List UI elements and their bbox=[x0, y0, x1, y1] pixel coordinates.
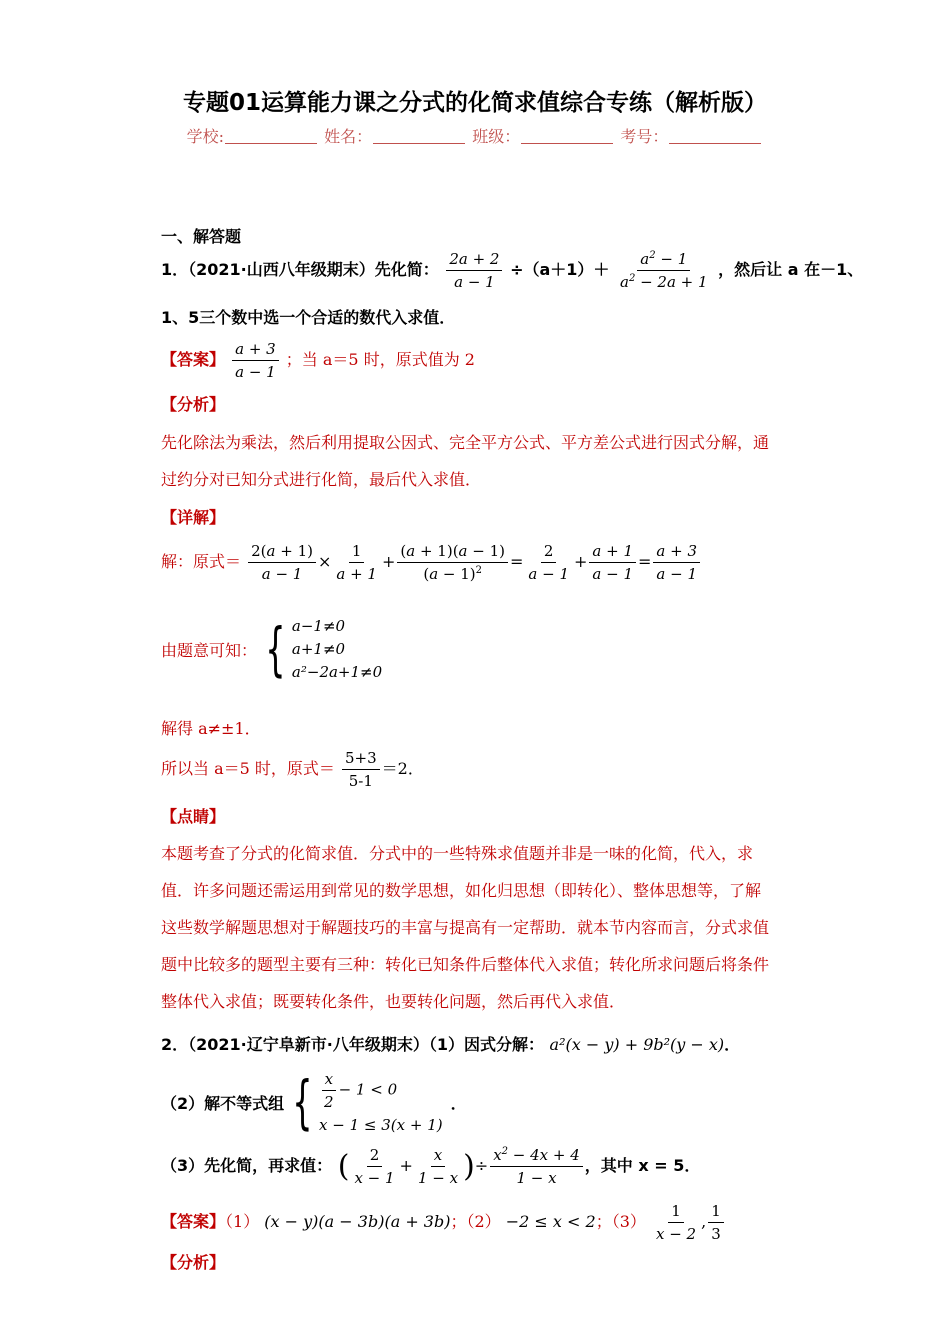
exam-number-label: 考号： bbox=[620, 127, 669, 146]
q2-answer-2-label: ；（2） bbox=[450, 1212, 501, 1231]
q1-answer-fraction: $\frac{a + 3}{a - 1}$ bbox=[232, 340, 279, 381]
q2-stem-line1: 2．（2021·辽宁阜新市·八年级期末）（1）因式分解： a²(x − y) + 9b²(y − x)． bbox=[161, 1035, 741, 1054]
section-title: 一、解答题 bbox=[161, 227, 242, 246]
q1-condition-prefix: 由题意可知： bbox=[161, 640, 258, 660]
q2-answer-3-fraction-1: $\frac{1}{x - 2}$ bbox=[655, 1202, 697, 1243]
q1-substitution-prefix: 所以当 a＝5 时，原式＝ bbox=[161, 759, 335, 778]
q2-number: 2． bbox=[161, 1035, 189, 1054]
q1-step-fraction-5: $\frac{a + 1}{a - 1}$ bbox=[589, 542, 636, 583]
q1-comment-tag: 【点睛】 bbox=[161, 807, 226, 826]
q2-answer: 【答案】（1） (x − y)(a − 3b)(a + 3b)；（2） −2 ≤ x < 2；（3） $\frac{1}{x - 2}$ , $\frac{1}{3}$ bbox=[161, 1202, 726, 1243]
q1-answer bbox=[161, 340, 475, 381]
q2-inequality-fraction: $\frac{x}{2}$ bbox=[321, 1070, 337, 1111]
q1-analysis-line2: 过约分对已知分式进行化简，最后代入求值． bbox=[161, 470, 482, 489]
q1-comment-line5: 整体代入求值；既要转化条件，也要转化问题，然后再代入求值． bbox=[161, 992, 626, 1011]
q1-solution-line: 解：原式＝ $\frac{2(a + 1)}{a - 1}$ × $\frac{1}{a + 1}$ + $\frac{(a + 1)(a - 1)}{(a - 1)^2}$ = $\frac{2}{a - 1}$ + $\frac{a + 1}{a - 1}$ = $\frac{a + 3}{a - 1}$ bbox=[161, 542, 702, 583]
q1-answer-text: ；当 a＝5 时，原式值为 2 bbox=[285, 350, 475, 369]
q1-step-fraction-1: $\frac{2(a + 1)}{a - 1}$ bbox=[248, 542, 316, 583]
q1-fraction-2: $\frac{a^2 - 1}{a^2 - 2a + 1}$ bbox=[619, 250, 708, 291]
q1-result-line: 解得 a≠±1． bbox=[161, 719, 261, 738]
school-blank bbox=[225, 129, 317, 144]
q1-condition bbox=[161, 617, 382, 681]
q1-answer-tag: 【答案】 bbox=[161, 350, 226, 369]
q1-substitution-line bbox=[161, 749, 424, 790]
name-blank bbox=[373, 129, 465, 144]
q1-analysis-line1: 先化除法为乘法，然后利用提取公因式、完全平方公式、平方差公式进行因式分解，通 bbox=[161, 433, 770, 452]
q2-answer-1-expr: (x − y)(a − 3b)(a + 3b) bbox=[264, 1212, 451, 1231]
brace-icon: { bbox=[292, 1068, 313, 1136]
page-title: 专题01运算能力课之分式的化简求值综合专练（解析版） bbox=[182, 90, 767, 116]
q2-part2-label: （2）解不等式组 bbox=[161, 1093, 285, 1113]
exam-number-blank bbox=[669, 129, 761, 144]
q1-number: 1． bbox=[161, 260, 189, 279]
q1-fraction-1: $\frac{2a + 2}{a - 1}$ bbox=[446, 250, 502, 291]
q1-substitution-result: ＝2． bbox=[381, 759, 424, 778]
q1-comment-line2: 值．许多问题还需运用到常见的数学思想，如化归思想（即转化）、整体思想等，了解 bbox=[161, 881, 762, 900]
brace-icon: { bbox=[265, 615, 286, 683]
q1-step-fraction-4: $\frac{2}{a - 1}$ bbox=[528, 542, 569, 583]
q2-analysis-tag: 【分析】 bbox=[161, 1253, 226, 1272]
school-label: 学校: bbox=[186, 127, 225, 146]
q2-source: （2021·辽宁阜新市·八年级期末）（1）因式分解： bbox=[188, 1035, 544, 1054]
q2-part3-fraction-2: $\frac{x}{1 - x}$ bbox=[417, 1146, 459, 1187]
q2-part3-fraction-1: $\frac{2}{x - 1}$ bbox=[354, 1146, 395, 1187]
q2-answer-1-label: （1） bbox=[225, 1212, 260, 1231]
q2-inequality-1-rest: − 1 < 0 bbox=[338, 1080, 398, 1099]
q2-answer-3-label: ；（3） bbox=[595, 1212, 646, 1231]
student-info-line bbox=[0, 124, 950, 147]
q1-prompt-tail: ，然后让 a 在－1、 bbox=[718, 260, 864, 279]
q2-part3-label: （3）先化简，再求值： bbox=[161, 1156, 333, 1175]
q2-answer-3-fraction-2: $\frac{1}{3}$ bbox=[708, 1202, 724, 1243]
q1-condition-3: a²−2a+1≠0 bbox=[291, 663, 383, 681]
q1-comment-line4: 题中比较多的题型主要有三种：转化已知条件后整体代入求值；转化所求问题后将条件 bbox=[161, 955, 770, 974]
q2-inequality-1 bbox=[319, 1070, 443, 1111]
q1-source: （2021·山西八年级期末）先化简： bbox=[188, 260, 439, 279]
q1-step-fraction-3: $\frac{(a + 1)(a - 1)}{(a - 1)^2}$ bbox=[397, 542, 508, 583]
q1-operator: ÷（a＋1）＋ bbox=[510, 260, 610, 279]
q1-substitution-fraction: $\frac{5+3}{5-1}$ bbox=[342, 749, 380, 790]
q1-condition-2: a+1≠0 bbox=[291, 640, 346, 658]
q2-part1-expression: a²(x − y) + 9b²(y − x) bbox=[549, 1035, 725, 1054]
q1-comment-line3: 这些数学解题思想对于解题技巧的丰富与提高有一定帮助．就本节内容而言，分式求值 bbox=[161, 918, 770, 937]
q2-part2: （2）解不等式组 { $\frac{x}{2}$ − 1 < 0 x − 1 ≤ 3(x + 1) ． bbox=[161, 1068, 467, 1136]
q1-step-fraction-6: $\frac{a + 3}{a - 1}$ bbox=[653, 542, 700, 583]
class-label: 班级： bbox=[472, 127, 521, 146]
name-label: 姓名： bbox=[324, 127, 373, 146]
q1-comment-line1: 本题考查了分式的化简求值．分式中的一些特殊求值题并非是一味的化简，代入，求 bbox=[161, 844, 754, 863]
q1-stem-line2: 1、5三个数中选一个合适的数代入求值． bbox=[161, 308, 456, 327]
q2-answer-2-expr: −2 ≤ x < 2 bbox=[505, 1212, 596, 1231]
q2-inequality-2: x − 1 ≤ 3(x + 1) bbox=[319, 1116, 443, 1134]
q1-analysis-tag: 【分析】 bbox=[161, 395, 226, 414]
q2-part3: （3）先化简，再求值： ( $\frac{2}{x - 1}$ + $\frac{x}{1 - x}$ )÷ $\frac{x^2 - 4x + 4}{1 - x}$ ，其中 x = 5． bbox=[161, 1146, 701, 1187]
q2-answer-tag: 【答案】 bbox=[161, 1212, 226, 1231]
q1-stem-line1 bbox=[161, 250, 863, 291]
q1-step-fraction-2: $\frac{1}{a + 1}$ bbox=[336, 542, 377, 583]
q2-part3-fraction-3: $\frac{x^2 - 4x + 4}{1 - x}$ bbox=[490, 1146, 583, 1187]
q1-condition-1: a−1≠0 bbox=[291, 617, 346, 635]
class-blank bbox=[521, 129, 613, 144]
q1-solution-prefix: 解：原式＝ bbox=[161, 552, 242, 571]
q1-detail-tag: 【详解】 bbox=[161, 508, 226, 527]
q2-part3-tail: ，其中 x = 5． bbox=[584, 1156, 701, 1175]
